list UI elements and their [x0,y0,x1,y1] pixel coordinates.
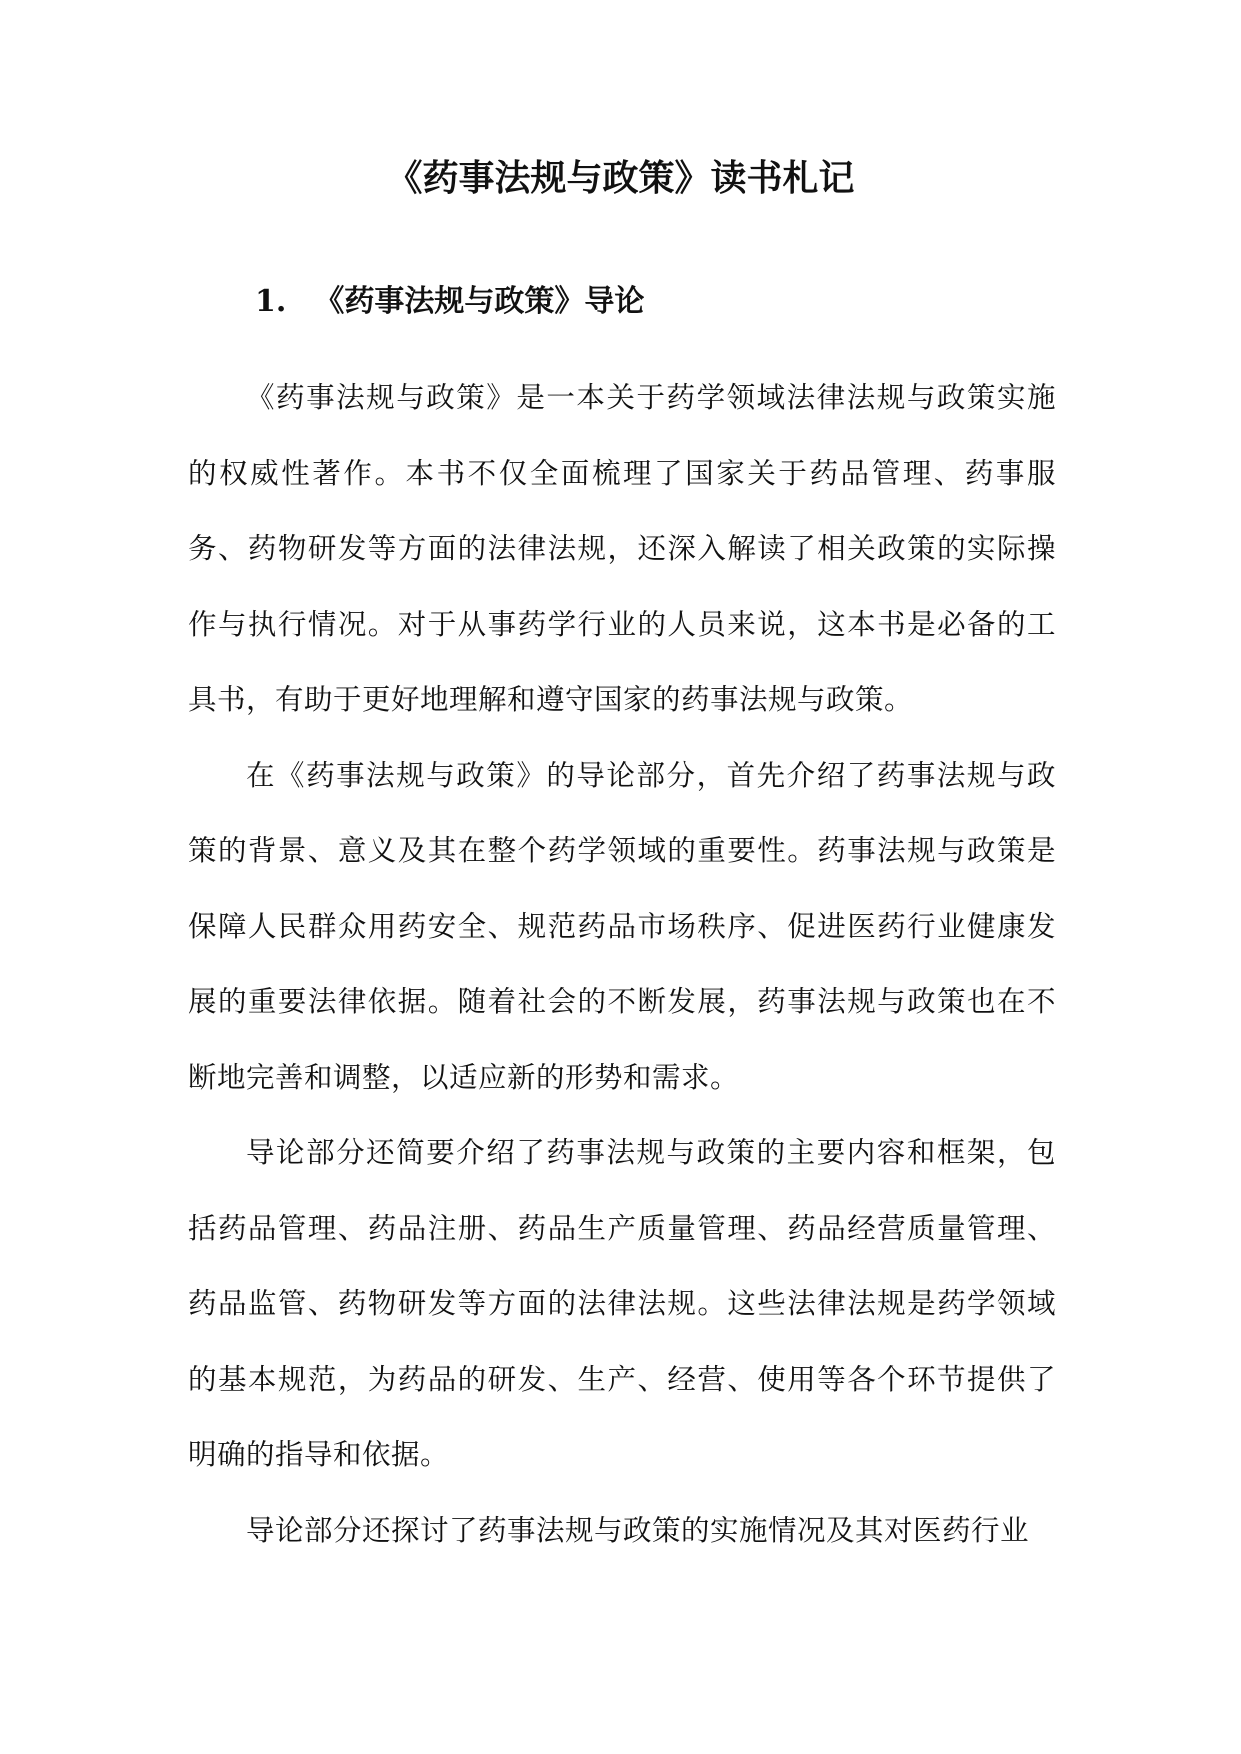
section-number: 1. [255,284,287,319]
section-heading [255,276,644,328]
paragraph-4: 导论部分还探讨了药事法规与政策的实施情况及其对医药行业 [246,1513,1030,1547]
document-title: 《药事法规与政策》读书札记 [386,157,855,199]
section-heading-text: 《药事法规与政策》导论 [314,284,645,319]
paragraph-2: 在《药事法规与政策》的导论部分，首先介绍了药事法规与政策的背景、意义及其在整个药学领域的重要性。药事法规与政策是保障人民群众用药安全、规范药品市场秩序、促进医药行业健康发展的重要法律依据。随着社会的不断发展，药事法规与政策也在不断地完善和调整，以适应新的形势和需求。 [188,758,1056,1094]
body-text [188,360,1056,1568]
paragraph-1: 《药事法规与政策》是一本关于药学领域法律法规与政策实施的权威性著作。本书不仅全面梳理了国家关于药品管理、药事服务、药物研发等方面的法律法规，还深入解读了相关政策的实际操作与执行情况。对于从事药学行业的人员来说，这本书是必备的工具书，有助于更好地理解和遵守国家的药事法规与政策。 [188,381,1056,716]
paragraph-3: 导论部分还简要介绍了药事法规与政策的主要内容和框架，包括药品管理、药品注册、药品生产质量管理、药品经营质量管理、药品监管、药物研发等方面的法律法规。这些法律法规是药学领域的基本规范，为药品的研发、生产、经营、使用等各个环节提供了明确的指导和依据。 [188,1136,1056,1471]
